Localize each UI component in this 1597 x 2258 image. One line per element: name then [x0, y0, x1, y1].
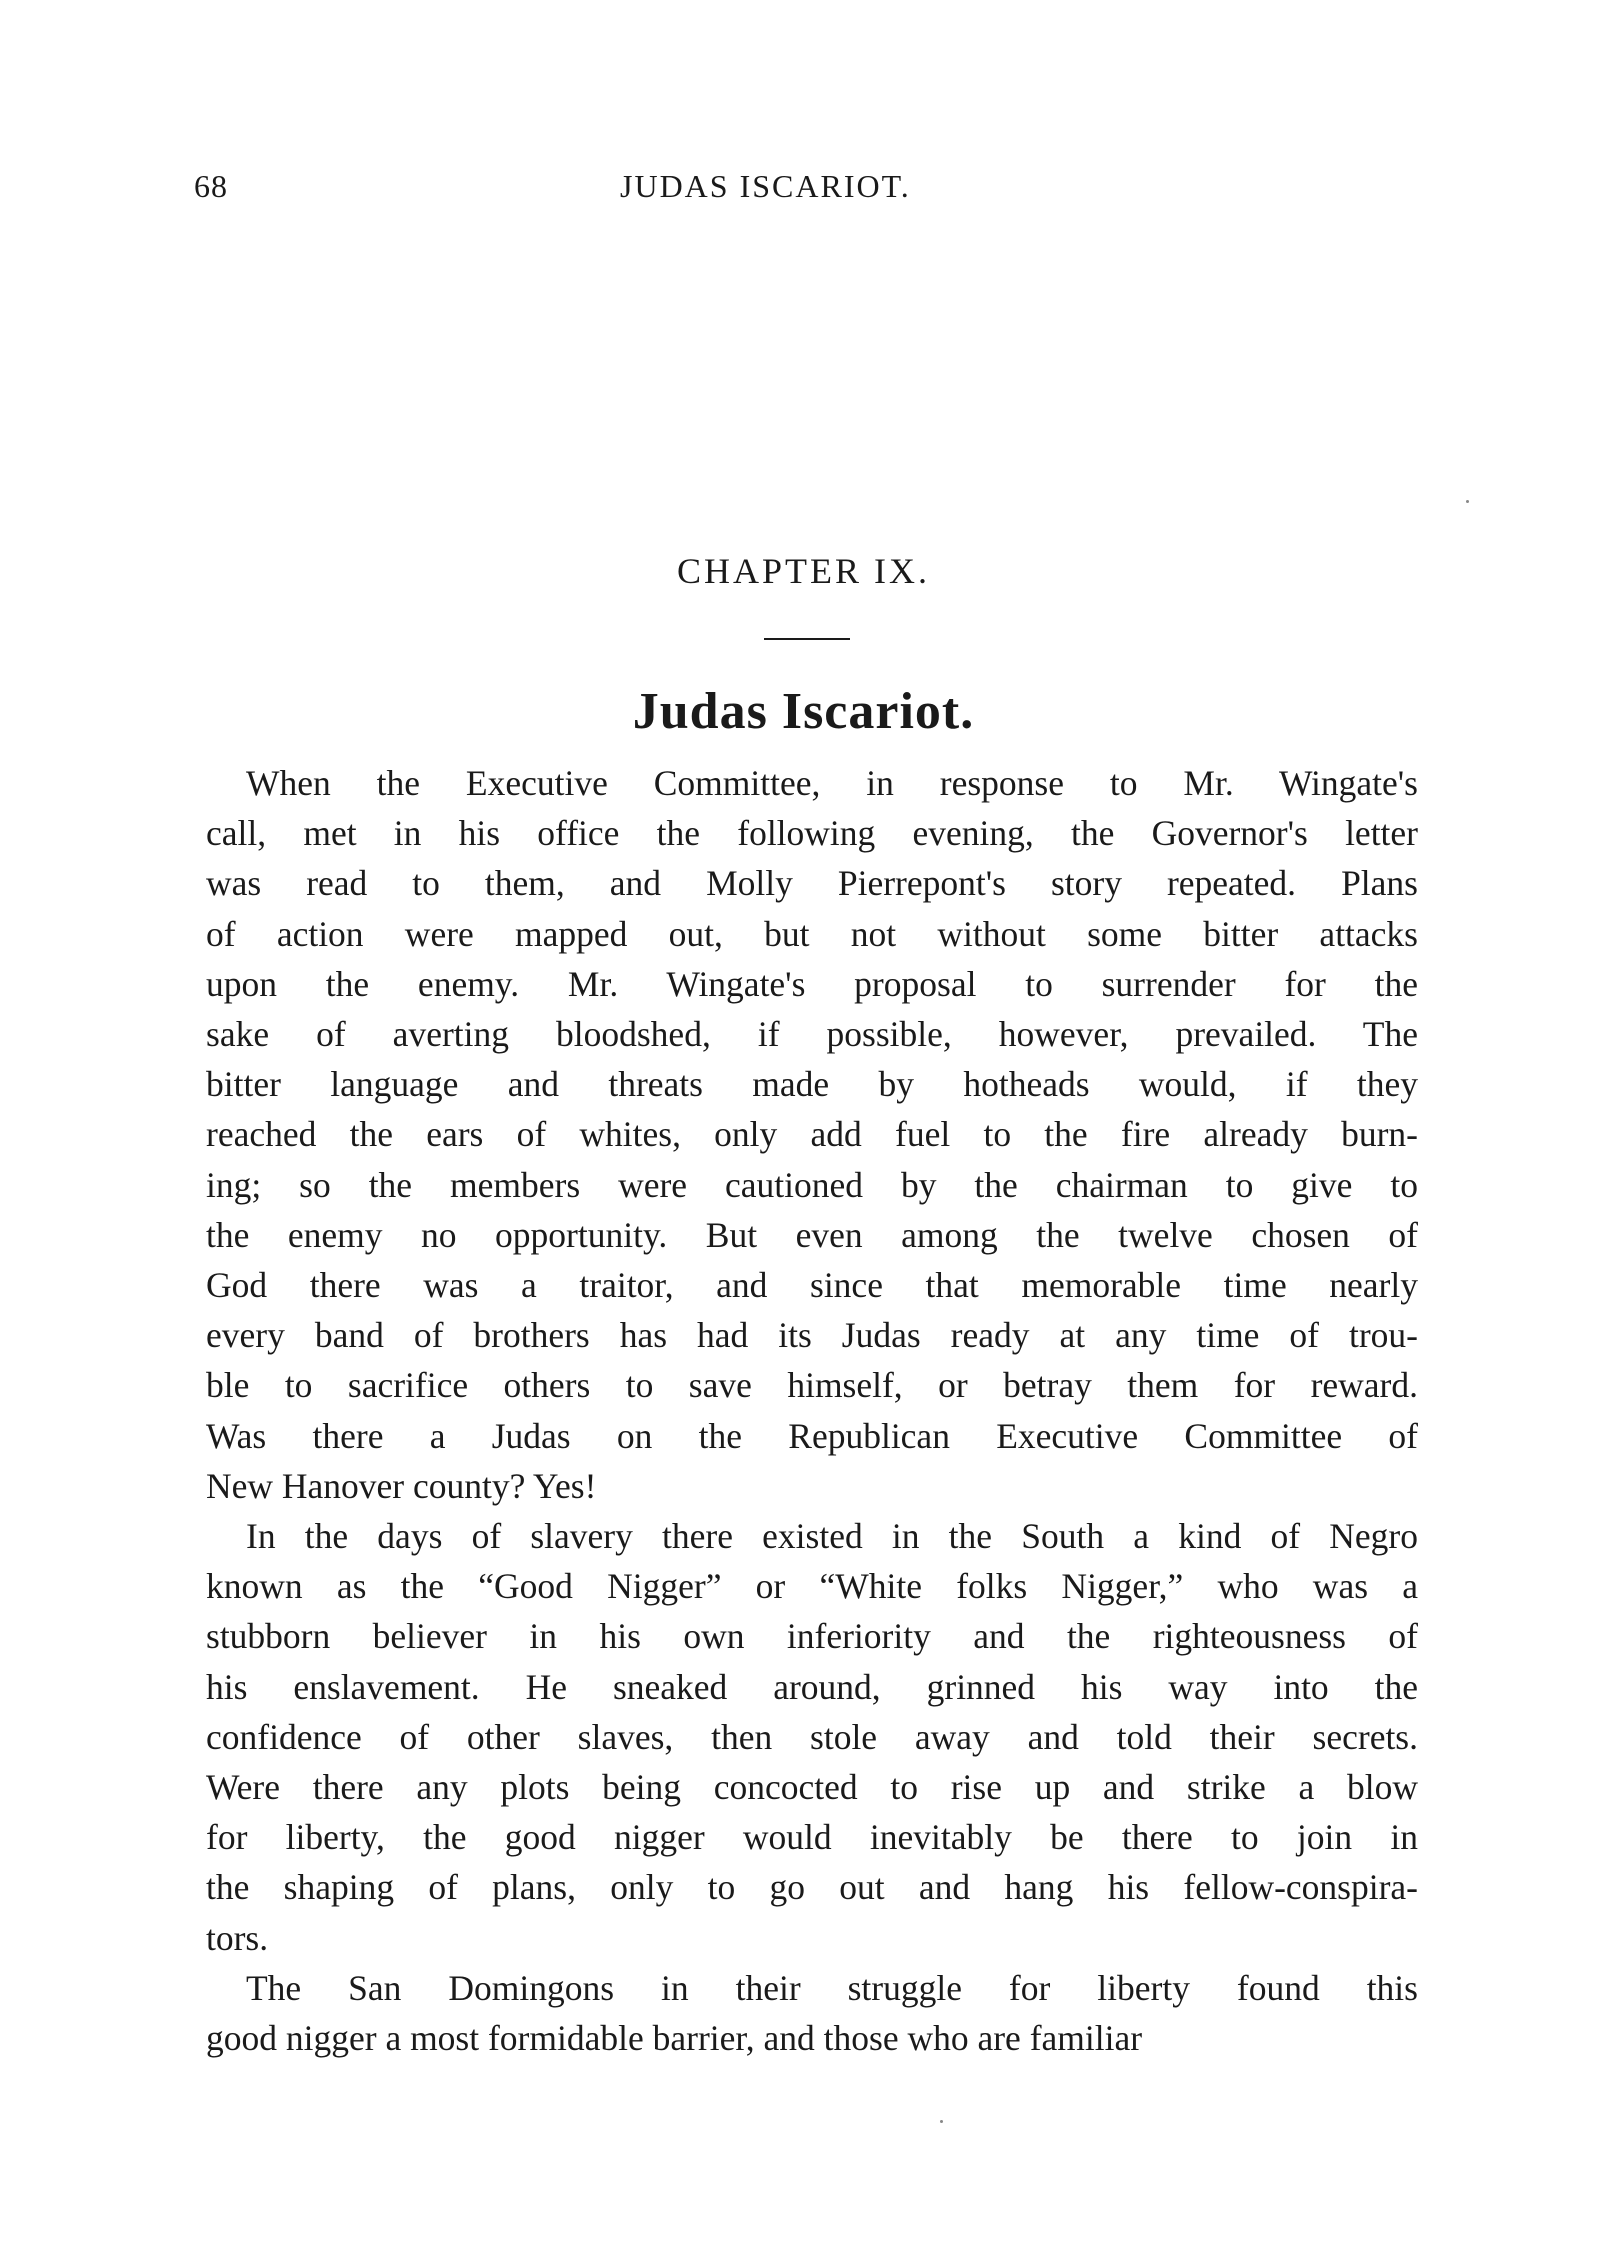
- text-line: was read to them, and Molly Pierrepont's story repeated. Plans: [206, 863, 1418, 904]
- text-line: upon the enemy. Mr. Wingate's proposal to surrender for the: [206, 963, 1418, 1004]
- text-line: New Hanover county? Yes!: [206, 1465, 597, 1506]
- chapter-label: CHAPTER IX.: [676, 551, 930, 591]
- text-line: ing; so the members were cautioned by the chairman to give to: [206, 1164, 1418, 1205]
- paragraph: [206, 1963, 1418, 2063]
- text-line: reached the ears of whites, only add fuel to the fire already burn-: [206, 1114, 1418, 1155]
- text-line: stubborn believer in his own inferiority and the righteousness of: [206, 1616, 1418, 1657]
- text-line: Was there a Judas on the Republican Executive Committee of: [206, 1415, 1418, 1456]
- running-title: JUDAS ISCARIOT.: [620, 168, 911, 204]
- text-line: ble to sacrifice others to save himself, or betray them for reward.: [206, 1365, 1418, 1406]
- text-line: good nigger a most formidable barrier, and those who are familiar: [206, 2018, 1143, 2059]
- text-line: When the Executive Committee, in response to Mr. Wingate's: [246, 763, 1418, 803]
- text-line: his enslavement. He sneaked around, grinned his way into the: [206, 1666, 1418, 1707]
- text-line: the enemy no opportunity. But even among the twelve chosen of: [206, 1214, 1418, 1255]
- text-line: call, met in his office the following evening, the Governor's letter: [206, 813, 1418, 854]
- chapter-divider: [764, 638, 850, 640]
- text-line: Were there any plots being concocted to rise up and strike a blow: [206, 1767, 1418, 1808]
- text-line: every band of brothers has had its Judas ready at any time of trou-: [206, 1315, 1418, 1356]
- text-line: for liberty, the good nigger would inevitably be there to join in: [206, 1817, 1418, 1858]
- scan-speck: [940, 2120, 943, 2123]
- chapter-title: Judas Iscariot.: [632, 683, 975, 740]
- text-line: known as the “Good Nigger” or “White folks Nigger,” who was a: [206, 1566, 1418, 1607]
- running-head: [0, 168, 1597, 208]
- page-number: 68: [194, 168, 228, 204]
- paragraph: [206, 1511, 1418, 1963]
- body-text: [206, 758, 1418, 2063]
- text-line: God there was a traitor, and since that memorable time nearly: [206, 1265, 1418, 1306]
- text-line: The San Domingons in their struggle for liberty found this: [246, 1967, 1418, 2008]
- text-line: tors.: [206, 1917, 269, 1958]
- scan-speck: [1466, 500, 1469, 503]
- text-line: the shaping of plans, only to go out and hang his fellow-conspira-: [206, 1867, 1418, 1908]
- text-line: sake of averting bloodshed, if possible, however, prevailed. The: [206, 1014, 1418, 1055]
- text-line: confidence of other slaves, then stole away and told their secrets.: [206, 1716, 1418, 1757]
- text-line: bitter language and threats made by hotheads would, if they: [206, 1064, 1418, 1105]
- text-line: In the days of slavery there existed in the South a kind of Negro: [246, 1516, 1418, 1557]
- paragraph: [206, 758, 1418, 1511]
- text-line: of action were mapped out, but not without some bitter attacks: [206, 913, 1418, 954]
